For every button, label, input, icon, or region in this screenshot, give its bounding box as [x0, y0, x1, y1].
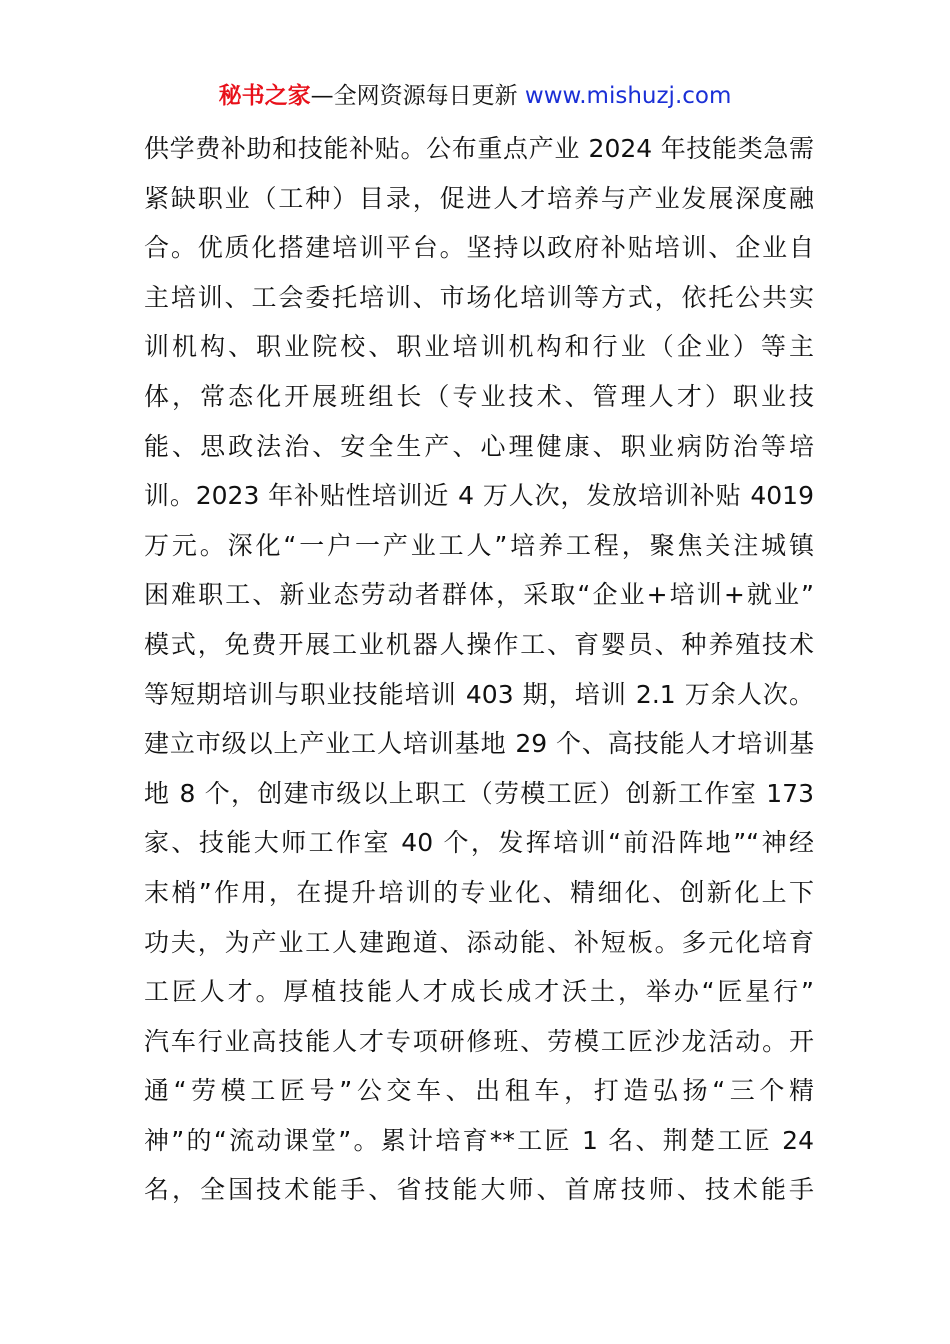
- brand-name: 秘书之家: [218, 83, 311, 109]
- text-line: 工匠人才。厚植技能人才成长成才沃土，举办“匠星行”: [144, 977, 814, 1007]
- text-line: 能、思政法治、安全生产、心理健康、职业病防治等培: [144, 431, 814, 461]
- text-line: 地 8 个，创建市级以上职工（劳模工匠）创新工作室 173: [144, 778, 814, 808]
- text-line: 等短期培训与职业技能培训 403 期，培训 2.1 万余人次。: [144, 679, 814, 709]
- text-line: 困难职工、新业态劳动者群体，采取“企业+培训+就业”: [144, 580, 814, 610]
- site-url-link[interactable]: www.mishuzj.com: [524, 83, 732, 109]
- document-body: [144, 124, 814, 1215]
- text-line: 名，全国技术能手、省技能大师、首席技师、技术能手: [144, 1175, 814, 1205]
- text-line: 末梢”作用，在提升培训的专业化、精细化、创新化上下: [144, 877, 814, 907]
- text-line: 体，常态化开展班组长（专业技术、管理人才）职业技: [144, 381, 814, 411]
- text-line: 汽车行业高技能人才专项研修班、劳模工匠沙龙活动。开: [144, 1026, 814, 1056]
- text-line: 建立市级以上产业工人培训基地 29 个、高技能人才培训基: [144, 729, 814, 759]
- text-line: 供学费补助和技能补贴。公布重点产业 2024 年技能类急需: [144, 134, 814, 163]
- text-line: 合。优质化搭建培训平台。坚持以政府补贴培训、企业自: [144, 233, 814, 263]
- text-line: 训。2023 年补贴性培训近 4 万人次，发放培训补贴 4019: [144, 481, 814, 511]
- header-tagline: —全网资源每日更新: [310, 83, 525, 109]
- text-line: 神”的“流动课堂”。累计培育**工匠 1 名、荆楚工匠 24: [144, 1125, 814, 1155]
- text-line: 训机构、职业院校、职业培训机构和行业（企业）等主: [144, 332, 814, 362]
- text-line: 万元。深化“一户一产业工人”培养工程，聚焦关注城镇: [144, 530, 814, 560]
- text-line: 紧缺职业（工种）目录，促进人才培养与产业发展深度融: [144, 183, 814, 213]
- text-line: 功夫，为产业工人建跑道、添动能、补短板。多元化培育: [144, 927, 814, 957]
- text-line: 主培训、工会委托培训、市场化培训等方式，依托公共实: [144, 282, 814, 312]
- text-line: 家、技能大师工作室 40 个，发挥培训“前沿阵地”“神经: [144, 828, 814, 858]
- site-header: [0, 80, 950, 112]
- text-line: 模式，免费开展工业机器人操作工、育婴员、种养殖技术: [144, 629, 814, 659]
- text-line: 通“劳模工匠号”公交车、出租车，打造弘扬“三个精: [144, 1076, 814, 1106]
